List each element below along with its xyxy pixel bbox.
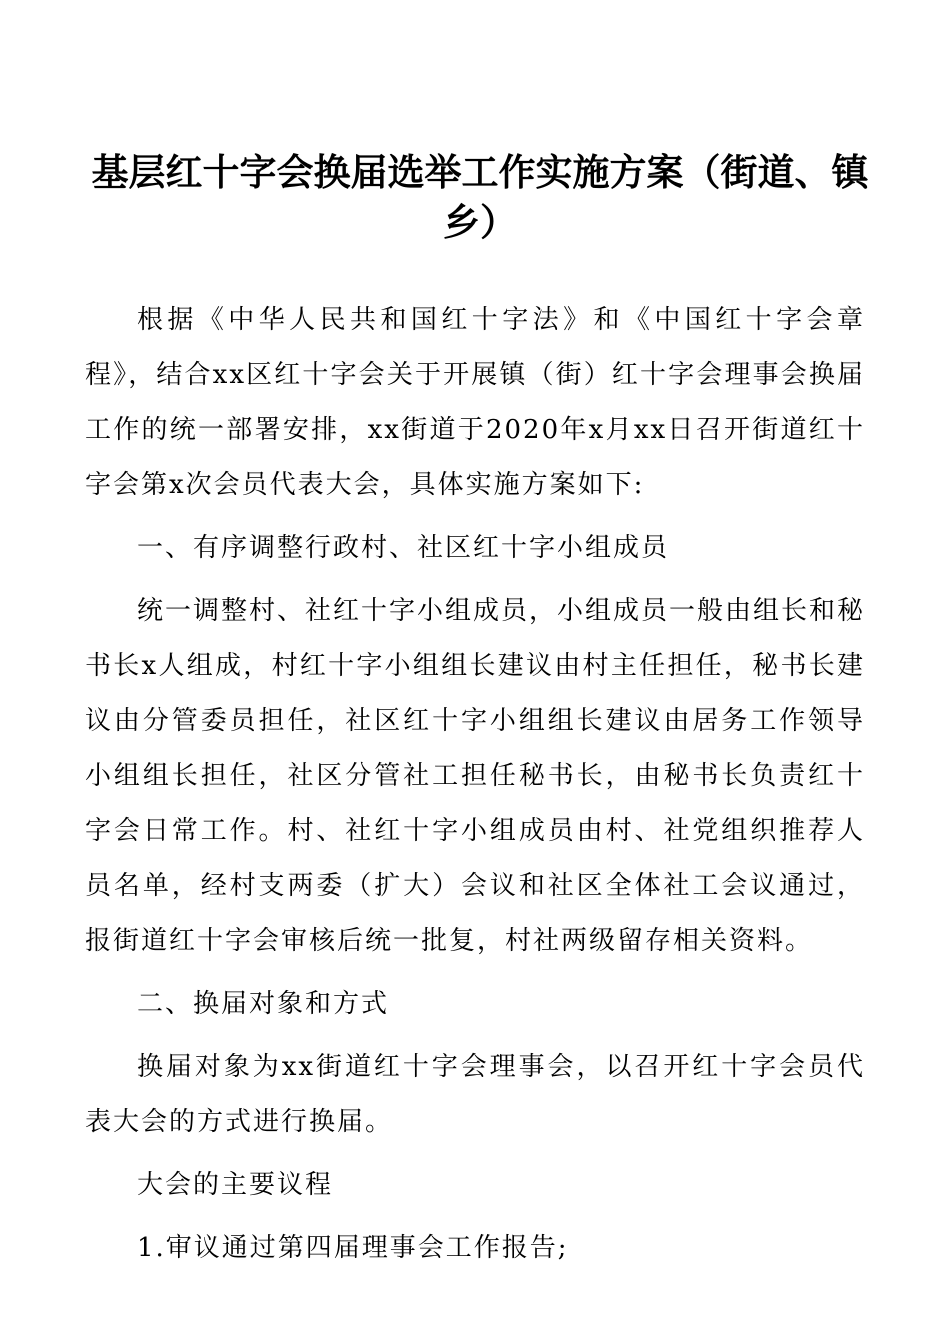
agenda-heading: 大会的主要议程 xyxy=(137,1170,334,1200)
agenda-item-1: 1.审议通过第四届理事会工作报告; xyxy=(137,1233,569,1263)
document-body xyxy=(85,293,865,1276)
section-heading-1: 一、有序调整行政村、社区红十字小组成员 xyxy=(137,533,670,563)
paragraph-section-1: 统一调整村、社红十字小组成员，小组成员一般由组长和秘书长x人组成，村红十字小组组长建议由村主任担任，秘书长建议由分管委员担任，社区红十字小组组长建议由居务工作领导小组组长担任，社区分管社工担任秘书长，由秘书长负责红十字会日常工作。村、社红十字小组成员由村、社党组织推荐人员名单，经村支两委（扩大）会议和社区全体社工会议通过，报街道红十字会审核后统一批复，村社两级留存相关资料。 xyxy=(85,596,866,956)
paragraph-section-2: 换届对象为xx街道红十字会理事会，以召开红十字会员代表大会的方式进行换届。 xyxy=(85,1052,865,1137)
paragraph-intro: 根据《中华人民共和国红十字法》和《中国红十字会章程》，结合xx区红十字会关于开展镇（街）红十字会理事会换届工作的统一部署安排，xx街道于2020年x月xx日召开街道红十字会第x次会员代表大会，具体实施方案如下: xyxy=(85,305,865,500)
document-title: 基层红十字会换届选举工作实施方案（街道、镇乡） xyxy=(91,151,869,244)
section-heading-2: 二、换届对象和方式 xyxy=(137,989,390,1019)
